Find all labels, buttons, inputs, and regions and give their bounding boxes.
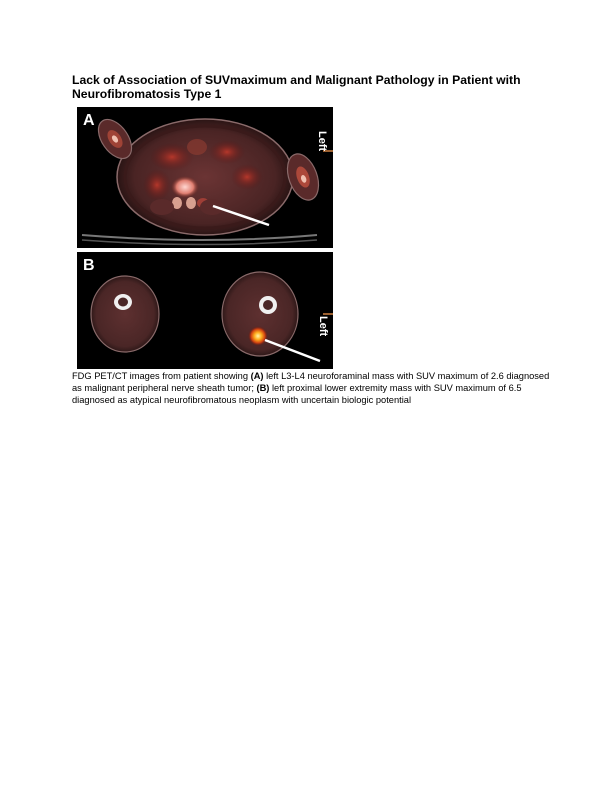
pet-ct-thigh-image — [77, 252, 333, 369]
figure-panel-a — [77, 107, 333, 248]
panel-a-label: A — [83, 112, 95, 129]
caption-text-a: left L3-L4 neuroforaminal mass with SUV maximum of 2.6 diagnosed as malignant peripheral nerve sheath tumor; — [72, 371, 550, 393]
figure-panel-b — [77, 252, 333, 369]
panel-b-label: B — [83, 257, 95, 274]
panel-b-side-label: Left — [317, 316, 329, 337]
caption-label-a: (A) — [250, 371, 264, 381]
caption-text-b: left proximal lower extremity mass with SUV maximum of 6.5 diagnosed as atypical neurofibromatous neoplasm with uncertain biologic potential — [72, 383, 522, 405]
caption-label-b: (B) — [256, 383, 270, 393]
panel-a-side-label: Left — [316, 131, 328, 152]
caption-intro: FDG PET/CT images from patient showing — [72, 371, 251, 381]
pet-ct-abdomen-image — [77, 107, 333, 248]
page-title: Lack of Association of SUVmaximum and Malignant Pathology in Patient with Neurofibromatosis Type 1 — [72, 73, 521, 101]
figure-caption — [72, 370, 552, 406]
